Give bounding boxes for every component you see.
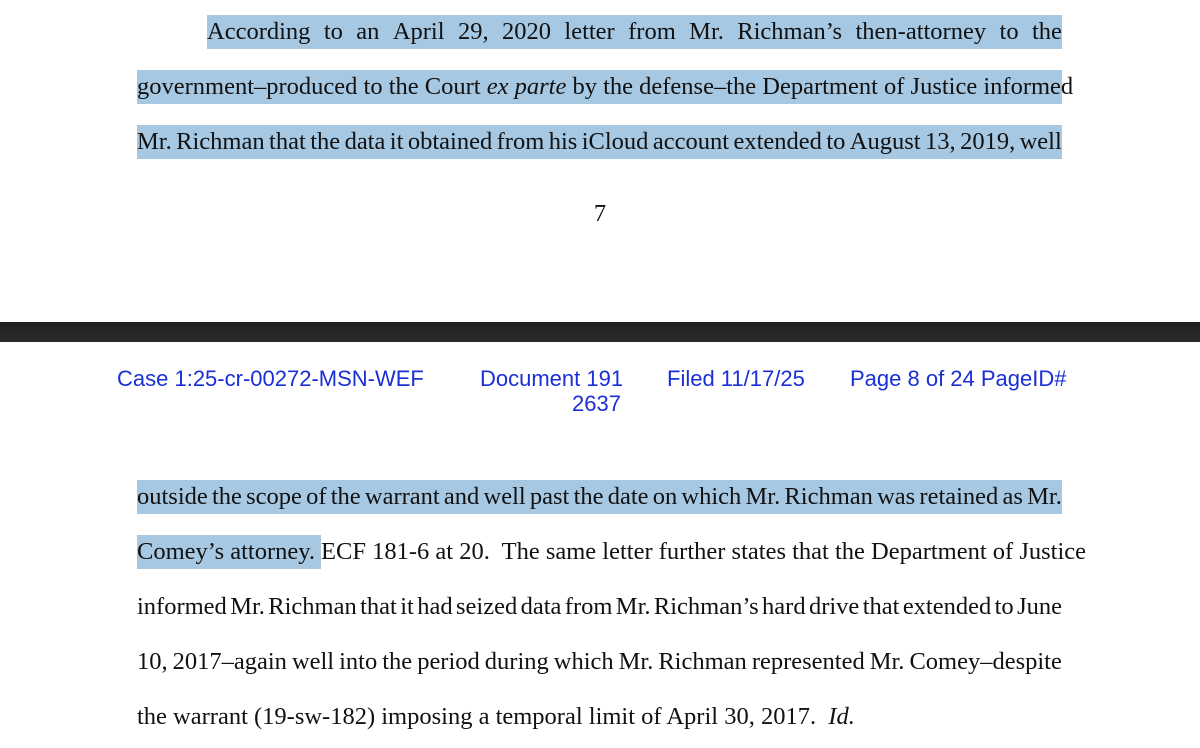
- word: Mr.: [137, 128, 172, 155]
- word: Mr.: [745, 483, 781, 510]
- word: Mr.: [618, 648, 654, 675]
- word: from: [564, 593, 613, 620]
- word: to: [323, 18, 343, 45]
- word: the: [330, 483, 361, 510]
- word: well: [1019, 128, 1062, 155]
- word: warrant: [364, 483, 440, 510]
- word: period: [417, 648, 480, 675]
- text-line-8: [137, 700, 855, 734]
- word: Richman: [268, 593, 357, 620]
- filed-date: Filed 11/17/25: [667, 366, 805, 391]
- word: letter: [564, 18, 615, 45]
- word: his: [548, 128, 578, 155]
- text-segment: ECF 181-6 at 20. The same letter further states that the Department of Justice: [321, 538, 1087, 565]
- text-line-7: [137, 645, 1062, 679]
- word: had: [417, 593, 453, 620]
- page-separator: [0, 322, 1200, 342]
- word: extended: [902, 593, 992, 620]
- word: which: [553, 648, 614, 675]
- text-line-4: [137, 480, 1062, 514]
- word: 2017–again: [172, 648, 287, 675]
- word: 2020: [501, 18, 551, 45]
- word: the: [1031, 18, 1062, 45]
- word: that: [269, 128, 306, 155]
- word: to: [994, 593, 1014, 620]
- word: the: [211, 483, 242, 510]
- word: on: [652, 483, 678, 510]
- word: it: [400, 593, 414, 620]
- document-number-cont: 2637: [572, 391, 621, 416]
- word: account: [652, 128, 730, 155]
- word: April: [392, 18, 445, 45]
- word: during: [484, 648, 549, 675]
- word: Richman: [784, 483, 873, 510]
- word: data: [344, 128, 386, 155]
- italic-text: ex parte: [486, 73, 567, 100]
- word: 29,: [457, 18, 489, 45]
- word: Mr.: [869, 648, 905, 675]
- text-segment: government–produced to the Court: [137, 73, 487, 100]
- word: Mr.: [615, 593, 651, 620]
- text-line-6: [137, 590, 1062, 624]
- word: was: [877, 483, 916, 510]
- page-number: 7: [593, 200, 607, 227]
- document-number: Document 191: [480, 366, 624, 391]
- word: from: [496, 128, 545, 155]
- word: Richman: [176, 128, 265, 155]
- word: represented: [751, 648, 865, 675]
- word: to: [999, 18, 1019, 45]
- word: which: [681, 483, 742, 510]
- word: scope: [246, 483, 302, 510]
- case-number: Case 1:25-cr-00272-MSN-WEF: [117, 366, 424, 391]
- word: extended: [733, 128, 822, 155]
- word: the: [382, 648, 413, 675]
- word: retained: [919, 483, 999, 510]
- text-line-1: [207, 15, 1062, 49]
- word: informed: [137, 593, 227, 620]
- text-line-3: [137, 125, 1062, 159]
- word: date: [607, 483, 649, 510]
- word: as: [1002, 483, 1023, 510]
- word: of: [306, 483, 327, 510]
- word: an: [356, 18, 380, 45]
- word: August: [849, 128, 921, 155]
- word: well: [291, 648, 335, 675]
- word: then-attorney: [855, 18, 987, 45]
- word: Comey–despite: [909, 648, 1062, 675]
- word: and: [443, 483, 480, 510]
- word: Mr.: [1027, 483, 1062, 510]
- word: Mr.: [689, 18, 724, 45]
- word: past: [529, 483, 570, 510]
- word: 2019,: [960, 128, 1016, 155]
- word: the: [310, 128, 341, 155]
- page-7: [0, 0, 1200, 322]
- word: well: [483, 483, 526, 510]
- word: seized: [456, 593, 518, 620]
- word: the: [573, 483, 604, 510]
- text-segment: the warrant (19-sw-182) imposing a temporal limit of April 30, 2017.: [137, 703, 829, 730]
- page-8: [0, 342, 1200, 748]
- word: iCloud: [581, 128, 649, 155]
- word: outside: [137, 483, 208, 510]
- page-info: Page 8 of 24 PageID#: [850, 366, 1067, 391]
- italic-text: Id.: [828, 703, 855, 730]
- word: Mr.: [230, 593, 265, 620]
- word: Richman: [658, 648, 747, 675]
- word: According: [207, 18, 311, 45]
- word: from: [628, 18, 676, 45]
- text-segment: by the defense–the Department of Justice informed: [566, 73, 1074, 100]
- word: it: [389, 128, 404, 155]
- word: 13,: [925, 128, 956, 155]
- text-line-2: [137, 70, 1074, 104]
- word: 10,: [137, 648, 168, 675]
- word: that: [862, 593, 900, 620]
- highlighted-text: Comey’s attorney.: [137, 535, 321, 569]
- word: Richman’s: [737, 18, 843, 45]
- word: obtained: [407, 128, 493, 155]
- word: drive: [808, 593, 860, 620]
- word: into: [339, 648, 378, 675]
- word: hard: [762, 593, 806, 620]
- text-line-5: [137, 535, 1087, 569]
- word: that: [360, 593, 397, 620]
- word: to: [826, 128, 846, 155]
- word: data: [520, 593, 562, 620]
- word: Richman’s: [653, 593, 759, 620]
- word: June: [1017, 593, 1062, 620]
